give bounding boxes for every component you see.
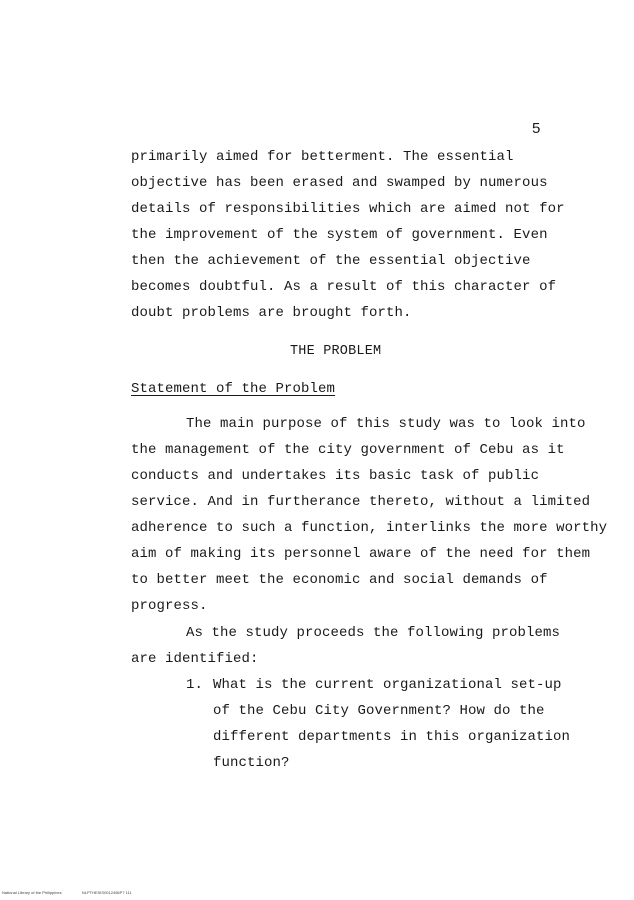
intro-line-2: objective has been erased and swamped by numerous — [131, 175, 548, 191]
intro-line-6: becomes doubtful. As a result of this character of — [131, 279, 557, 295]
subsection-heading: Statement of the Problem — [131, 381, 336, 397]
problem-1-line-4: function? — [213, 755, 290, 771]
page-number: 5 — [532, 120, 541, 137]
footer-source-line — [2, 890, 132, 895]
intro-line-5: then the achievement of the essential objective — [131, 253, 531, 269]
statement-line-4: service. And in furtherance thereto, without a limited — [131, 494, 591, 510]
footer-code: NLPTHESIS0012456P7 111 — [81, 890, 132, 895]
problems-intro-line-1: As the study proceeds the following problems — [186, 625, 561, 641]
problem-1-line-3: different departments in this organization — [213, 729, 571, 745]
statement-line-8: progress. — [131, 598, 208, 614]
statement-line-7: to better meet the economic and social demands of — [131, 572, 548, 588]
intro-line-7: doubt problems are brought forth. — [131, 305, 412, 321]
statement-line-2: the management of the city government of Cebu as it — [131, 442, 565, 458]
intro-line-4: the improvement of the system of government. Even — [131, 227, 548, 243]
footer-source: National Library of the Philippines — [2, 890, 62, 895]
problem-1-number: 1. — [186, 677, 204, 693]
statement-line-1: The main purpose of this study was to look into — [186, 416, 586, 432]
statement-line-5: adherence to such a function, interlinks the more worthy — [131, 520, 608, 536]
problem-1-line-2: of the Cebu City Government? How do the — [213, 703, 545, 719]
section-heading: THE PROBLEM — [290, 344, 382, 359]
statement-line-3: conducts and undertakes its basic task of public — [131, 468, 540, 484]
statement-line-6: aim of making its personnel aware of the need for them — [131, 546, 591, 562]
intro-line-3: details of responsibilities which are aimed not for — [131, 201, 565, 217]
intro-line-1: primarily aimed for betterment. The essential — [131, 149, 514, 165]
problem-1-line-1: What is the current organizational set-up — [213, 677, 562, 693]
problems-intro-line-2: are identified: — [131, 651, 259, 667]
